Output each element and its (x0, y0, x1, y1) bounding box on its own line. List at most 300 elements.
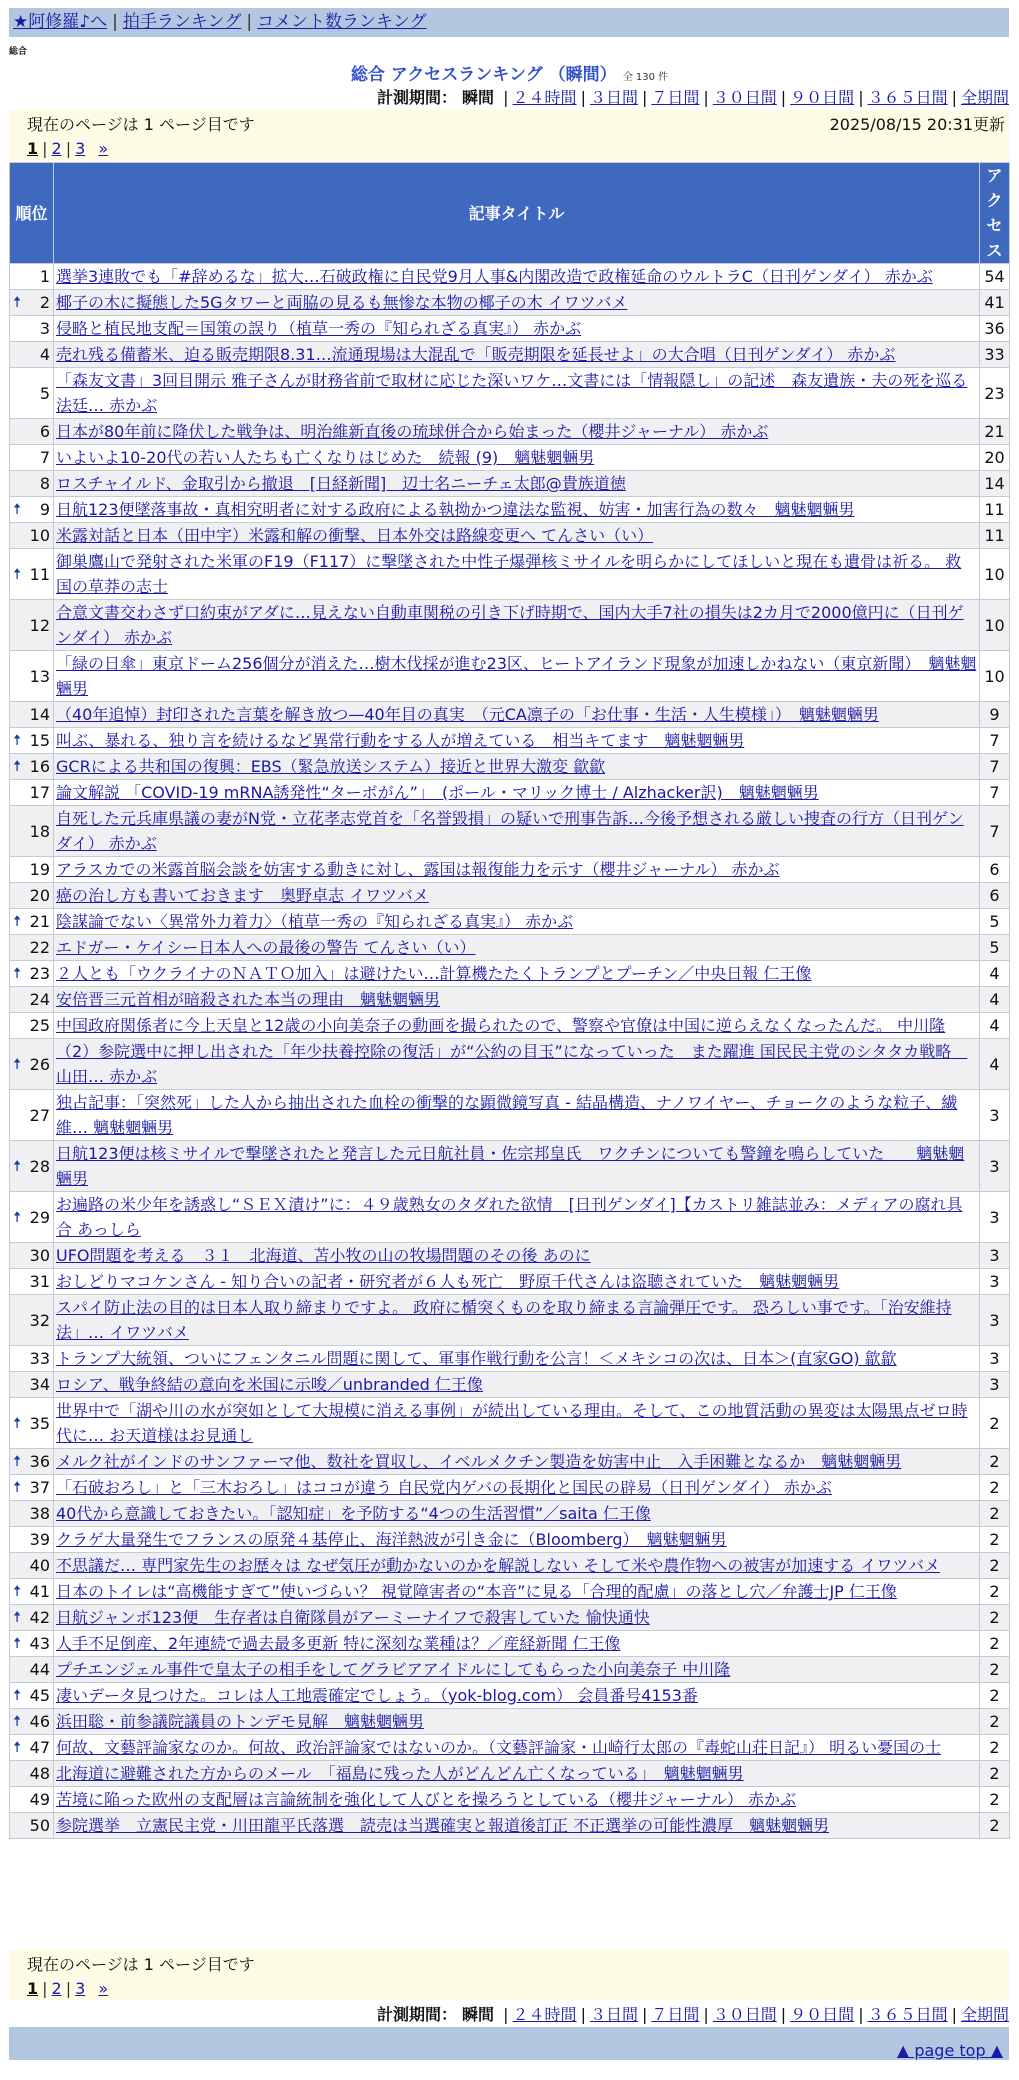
pager-separator (89, 139, 94, 158)
access-count: 14 (980, 471, 1010, 497)
period-link[interactable]: ３日間 (589, 88, 638, 107)
page-title (0, 60, 1019, 85)
rank-number: 14 (29, 705, 50, 724)
period-link[interactable]: ３６５日間 (867, 88, 948, 107)
article-link[interactable]: 苦境に陥った欧州の支配層は言論統制を強化して人びとを操ろうとしている（櫻井ジャーナル） 赤かぶ (56, 1790, 796, 1809)
rank-cell (10, 1013, 54, 1039)
article-link[interactable]: メルク社がインドのサンファーマ他、数社を買収し、イベルメクチン製造を妨害中止 入手困難となるか 魑魅魍魎男 (56, 1452, 902, 1471)
access-count: 10 (980, 600, 1010, 651)
rank-up-arrow-icon: 🠅 (13, 757, 22, 775)
table-row (10, 1709, 1010, 1735)
table-row (10, 1475, 1010, 1501)
article-link[interactable]: 自死した元兵庫県議の妻がN党・立花孝志党首を「名誉毀損」の疑いで刑事告訴…今後予想される厳しい捜査の行方（日刊ゲンダイ） 赤かぶ (56, 809, 964, 853)
rank-number: 38 (29, 1504, 50, 1523)
title-cell (54, 651, 980, 702)
period-link[interactable]: ７日間 (651, 88, 700, 107)
period-link[interactable]: ７日間 (651, 2005, 700, 2024)
ranking-table (9, 162, 1010, 1839)
rank-cell (10, 445, 54, 471)
article-link[interactable]: 浜田聡・前参議院議員のトンデモ見解 魑魅魍魎男 (56, 1712, 425, 1731)
top-nav (9, 8, 1009, 37)
period-label: 計測期間： (376, 88, 457, 107)
title-cell (54, 1090, 980, 1141)
period-link[interactable]: ９０日間 (790, 88, 855, 107)
title-cell (54, 1269, 980, 1295)
rank-number: 1 (39, 267, 50, 286)
pager-page-link[interactable]: 3 (75, 1979, 86, 1998)
title-cell (54, 1295, 980, 1346)
access-count: 3 (980, 1372, 1010, 1398)
access-count: 21 (980, 419, 1010, 445)
rank-cell (10, 1553, 54, 1579)
title-cell (54, 1709, 980, 1735)
access-column-header: アクセス (980, 163, 1010, 264)
rank-cell (10, 1709, 54, 1735)
title-cell (54, 445, 980, 471)
rank-cell (10, 1295, 54, 1346)
access-count: 2 (980, 1683, 1010, 1709)
rank-number: 16 (29, 757, 50, 776)
article-link[interactable]: 凄いデータ見つけた。コレは人工地震確定でしょう。（yok-blog.com） 会員番号4153番 (56, 1686, 698, 1705)
title-cell (54, 961, 980, 987)
title-cell (54, 1787, 980, 1813)
rank-number: 41 (29, 1582, 50, 1601)
article-link[interactable]: 陰謀論でない〈異常外力着力〉（植草一秀の『知られざる真実』） 赤かぶ (56, 912, 574, 931)
access-count: 2 (980, 1527, 1010, 1553)
rank-cell (10, 1683, 54, 1709)
access-count: 41 (980, 290, 1010, 316)
access-count: 2 (980, 1605, 1010, 1631)
table-row (10, 806, 1010, 857)
title-cell (54, 1243, 980, 1269)
article-link[interactable]: （2）参院選中に押し出された「年少扶養控除の復活」が“公約の目玉”になっていった また躍進 国民民主党のシタタカ戦略 山田… 赤かぶ (56, 1042, 968, 1086)
title-cell (54, 1813, 980, 1839)
period-separator: | (858, 2005, 864, 2024)
period-link[interactable]: ２４時間 (512, 88, 577, 107)
access-count: 2 (980, 1398, 1010, 1449)
table-row (10, 728, 1010, 754)
ranking-body (10, 264, 1010, 1839)
title-column-header: 記事タイトル (54, 163, 980, 264)
rank-cell (10, 497, 54, 523)
rank-cell (10, 702, 54, 728)
rank-up-arrow-icon: 🠅 (13, 500, 22, 518)
title-cell (54, 1449, 980, 1475)
rank-number: 4 (39, 345, 50, 364)
rank-cell (10, 1243, 54, 1269)
current-page-text: 現在のページは 1 ページ目です (27, 115, 255, 134)
period-link[interactable]: ９０日間 (790, 2005, 855, 2024)
rank-up-arrow-icon: 🠅 (13, 1738, 22, 1756)
rank-number: 21 (29, 912, 50, 931)
article-link[interactable]: 参院選挙 立憲民主党・川田龍平氏落選 読売は当選確実と報道後訂正 不正選挙の可能性濃厚 魑魅魍魎男 (56, 1816, 830, 1835)
period-separator: | (703, 2005, 709, 2024)
page-info-top (9, 110, 1009, 162)
table-row (10, 651, 1010, 702)
period-separator: | (780, 2005, 787, 2024)
rank-cell (10, 935, 54, 961)
access-count: 11 (980, 497, 1010, 523)
rank-number: 35 (29, 1413, 50, 1433)
pager-separator (89, 1979, 94, 1998)
rank-number: 19 (29, 860, 50, 879)
rank-cell (10, 1787, 54, 1813)
rank-cell (10, 1657, 54, 1683)
access-count: 7 (980, 806, 1010, 857)
access-count: 20 (980, 445, 1010, 471)
access-count: 5 (980, 935, 1010, 961)
rank-number: 28 (29, 1156, 50, 1176)
access-count: 3 (980, 1243, 1010, 1269)
rank-cell (10, 290, 54, 316)
table-row (10, 935, 1010, 961)
access-count: 10 (980, 549, 1010, 600)
period-link[interactable]: ２４時間 (512, 2005, 577, 2024)
title-cell (54, 1631, 980, 1657)
table-row (10, 419, 1010, 445)
rank-cell (10, 1449, 54, 1475)
table-row (10, 780, 1010, 806)
article-link[interactable]: 日本のトイレは“高機能すぎて”使いづらい？ 視覚障害者の“本音”に見る「合理的配慮」の落とし穴／弁護士JP 仁王像 (56, 1582, 897, 1601)
article-link[interactable]: 米露対話と日本（田中宇）米露和解の衝撃、日本外交は路線変更へ てんさい（い） (56, 526, 654, 545)
article-link[interactable]: ロスチャイルド、金取引から撤退 [日経新聞] 辺士名ニーチェ太郎@貴族道徳 (56, 474, 626, 493)
period-links (499, 2005, 1009, 2024)
period-link[interactable]: ３０日間 (712, 88, 777, 107)
table-row (10, 549, 1010, 600)
title-cell (54, 497, 980, 523)
period-separator: | (951, 2005, 957, 2024)
article-link[interactable]: 選挙3連敗でも「#辞めるな」拡大…石破政権に自民党9月人事&内閣改造で政権延命のウルトラC（日刊ゲンダイ） 赤かぶ (56, 267, 933, 286)
article-link[interactable]: 椰子の木に擬態した5Gタワーと両脇の見るも無惨な本物の椰子の木 イワツバメ (56, 293, 628, 312)
table-row (10, 883, 1010, 909)
title-cell (54, 883, 980, 909)
table-row (10, 523, 1010, 549)
rank-cell (10, 264, 54, 290)
rank-number: 37 (29, 1478, 50, 1497)
article-link[interactable]: 「森友文書」3回目開示 雅子さんが財務省前で取材に応じた深いワケ…文書には「情報隠し」の記述 森友遺族・夫の死を巡る法廷… 赤かぶ (56, 371, 968, 415)
rank-up-arrow-icon: 🠅 (13, 1054, 22, 1073)
access-count: 3 (980, 1090, 1010, 1141)
period-link[interactable]: ３日間 (589, 2005, 638, 2024)
applause-ranking-link[interactable]: 拍手ランキング (122, 12, 242, 32)
rank-number: 24 (29, 990, 50, 1009)
table-row (10, 1013, 1010, 1039)
access-count: 2 (980, 1709, 1010, 1735)
title-cell (54, 1039, 980, 1090)
article-link[interactable]: 侵略と植民地支配＝国策の誤り（植草一秀の『知られざる真実』） 赤かぶ (56, 319, 582, 338)
access-count: 5 (980, 909, 1010, 935)
title-cell (54, 549, 980, 600)
period-link[interactable]: ３０日間 (712, 2005, 777, 2024)
article-link[interactable]: 論文解説 「COVID-19 mRNA誘発性“ターボがん”」 (ポール・マリック博士 / Alzhacker訳) 魑魅魍魎男 (56, 783, 819, 802)
table-row (10, 754, 1010, 780)
table-row (10, 961, 1010, 987)
rank-number: 5 (39, 383, 50, 403)
period-current: 瞬間 (462, 88, 495, 107)
article-link[interactable]: 売れ残る備蓄米、迫る販売期限8.31…流通現場は大混乱で「販売期限を延長せよ」の大合唱（日刊ゲンダイ） 赤かぶ (56, 345, 896, 364)
article-link[interactable]: 不思議だ… 専門家先生のお歴々は なぜ気圧が動かないのかを解説しない そして米や農作物への被害が加速する イワツバメ (56, 1556, 941, 1575)
article-link[interactable]: （40年追悼）封印された言葉を解き放つ—40年目の真実 （元CA凛子の「お仕事・生活・人生模様」） 魑魅魍魎男 (56, 705, 879, 724)
rank-number: 25 (29, 1016, 50, 1035)
rank-number: 3 (39, 319, 50, 338)
title-cell (54, 754, 980, 780)
title-cell (54, 1553, 980, 1579)
article-link[interactable]: 日航ジャンボ123便 生存者は自衛隊員がアーミーナイフで殺害していた 愉快通快 (56, 1608, 650, 1627)
rank-number: 8 (39, 474, 50, 493)
rank-number: 34 (29, 1375, 50, 1394)
access-count: 2 (980, 1449, 1010, 1475)
table-row (10, 1141, 1010, 1192)
rank-up-arrow-icon: 🠅 (13, 912, 22, 930)
period-link[interactable]: ３６５日間 (867, 2005, 948, 2024)
title-cell (54, 419, 980, 445)
article-link[interactable]: おしどりマコケンさん - 知り合いの記者・研究者が６人も死亡 野原千代さんは盗聴されていた 魑魅魍魎男 (56, 1272, 840, 1291)
period-link[interactable]: 全期間 (960, 2005, 1009, 2024)
article-link[interactable]: 何故、文藝評論家なのか。何故、政治評論家ではないのか。（文藝評論家・山崎行太郎の『毒蛇山荘日記』） 明るい憂国の士 (56, 1738, 942, 1757)
article-link[interactable]: プチエンジェル事件で皇太子の相手をしてグラビアアイドルにしてもらった小向美奈子 中川隆 (56, 1660, 731, 1679)
rank-number: 12 (29, 615, 50, 635)
rank-number: 49 (29, 1790, 50, 1809)
rank-number: 44 (29, 1660, 50, 1679)
category-tag: 総合 (9, 47, 28, 57)
rank-number: 30 (29, 1246, 50, 1265)
pager-separator: | (42, 1979, 48, 1998)
pager-current-page: 1 (27, 1979, 39, 1998)
rank-number: 10 (29, 526, 50, 545)
article-link[interactable]: 北海道に避難された方からのメール 「福島に残った人がどんどん亡くなっている」 魑魅魍魎男 (56, 1764, 744, 1783)
table-row (10, 1761, 1010, 1787)
table-row (10, 497, 1010, 523)
access-count: 33 (980, 342, 1010, 368)
access-count: 2 (980, 1761, 1010, 1787)
rank-cell (10, 316, 54, 342)
article-link[interactable]: 日航123便は核ミサイルで撃墜されたと発言した元日航社員・佐宗邦皇氏 ワクチンについても警鐘を鳴らしていた 魑魅魍魎男 (56, 1144, 965, 1188)
access-count: 4 (980, 987, 1010, 1013)
rank-column-header: 順位 (10, 163, 54, 264)
article-link[interactable]: 叫ぶ、暴れる、独り言を続けるなど異常行動をする人が増えている 相当キてます 魑魅魍魎男 (56, 731, 745, 750)
table-row (10, 1683, 1010, 1709)
pager-next-link[interactable]: » (98, 139, 109, 158)
title-cell (54, 1192, 980, 1243)
ranking-title: 総合 アクセスランキング （瞬間） (350, 65, 617, 85)
rank-cell (10, 1761, 54, 1787)
pager-page-link[interactable]: 2 (51, 139, 62, 158)
article-link[interactable]: いよいよ10-20代の若い人たちも亡くなりはじめた 続報 (9) 魑魅魍魎男 (56, 448, 595, 467)
access-count: 2 (980, 1735, 1010, 1761)
article-link[interactable]: 独占記事：「突然死」した人から抽出された血栓の衝撃的な顕微鏡写真 - 結晶構造、ナノワイヤー、チョークのような粒子、繊維… 魑魅魍魎男 (56, 1093, 958, 1137)
title-cell (54, 1657, 980, 1683)
table-row (10, 1553, 1010, 1579)
rank-number: 27 (29, 1105, 50, 1125)
access-count: 2 (980, 1787, 1010, 1813)
article-link[interactable]: エドガー・ケイシー日本人への最後の警告 てんさい（い） (56, 938, 476, 957)
article-link[interactable]: 中国政府関係者に今上天皇と12歳の小向美奈子の動画を撮られたので、警察や官僚は中国に逆らえなくなったんだ。 中川隆 (56, 1016, 946, 1035)
access-count: 7 (980, 754, 1010, 780)
rank-cell (10, 961, 54, 987)
table-row (10, 1243, 1010, 1269)
table-row (10, 1787, 1010, 1813)
rank-number: 43 (29, 1634, 50, 1653)
table-row (10, 264, 1010, 290)
rank-cell (10, 1527, 54, 1553)
rank-number: 48 (29, 1764, 50, 1783)
table-row (10, 342, 1010, 368)
rank-cell (10, 471, 54, 497)
pager-page-link[interactable]: 2 (51, 1979, 62, 1998)
rank-cell (10, 728, 54, 754)
article-link[interactable]: クラゲ大量発生でフランスの原発４基停止、海洋熱波が引き金に（Bloomberg） 魑魅魍魎男 (56, 1530, 727, 1549)
period-separator: | (503, 88, 509, 107)
rank-number: 11 (29, 564, 50, 584)
table-row (10, 1579, 1010, 1605)
rank-number: 7 (39, 448, 50, 467)
title-cell (54, 1501, 980, 1527)
rank-number: 45 (29, 1686, 50, 1705)
title-cell (54, 1475, 980, 1501)
rank-number: 31 (29, 1272, 50, 1291)
rank-number: 29 (29, 1207, 50, 1227)
title-cell (54, 780, 980, 806)
article-link[interactable]: 人手不足倒産、2年連続で過去最多更新 特に深刻な業種は？／産経新聞 仁王像 (56, 1634, 621, 1653)
article-link[interactable]: スパイ防止法の目的は日本人取り締まりですよ。 政府に楯突くものを取り締まる言論弾圧です。 恐ろしい事です。「治安維持法」… イワツバメ (56, 1298, 952, 1342)
access-count: 2 (980, 1501, 1010, 1527)
rank-up-arrow-icon: 🠅 (13, 564, 22, 583)
title-cell (54, 702, 980, 728)
rank-number: 17 (29, 783, 50, 802)
rank-up-arrow-icon: 🠅 (13, 1686, 22, 1704)
title-cell (54, 935, 980, 961)
home-link[interactable]: ★阿修羅♪へ (13, 12, 108, 32)
title-cell (54, 1761, 980, 1787)
rank-number: 23 (29, 964, 50, 983)
article-link[interactable]: お遍路の米少年を誘惑し“ＳＥＸ漬け”に：４９歳熟女のタダれた欲情 [日刊ゲンダイ]【カストリ雑誌並み：メディアの腐れ具合 あっしら (56, 1195, 963, 1239)
rank-up-arrow-icon: 🠅 (13, 1608, 22, 1626)
rank-cell (10, 987, 54, 1013)
rank-cell (10, 1269, 54, 1295)
article-link[interactable]: 癌の治し方も書いておきます 奥野卓志 イワツバメ (56, 886, 429, 905)
rank-up-arrow-icon: 🠅 (13, 1634, 22, 1652)
access-count: 2 (980, 1579, 1010, 1605)
pager-top (27, 139, 1009, 158)
rank-number: 47 (29, 1738, 50, 1757)
rank-number: 22 (29, 938, 50, 957)
article-link[interactable]: トランプ大統領、ついにフェンタニル問題に関して、軍事作戦行動を公言！＜メキシコの次は、日本＞(直家GO) 歙歙 (56, 1349, 897, 1368)
table-row (10, 368, 1010, 419)
article-link[interactable]: 安倍晋三元首相が暗殺された本当の理由 魑魅魍魎男 (56, 990, 441, 1009)
access-count: 4 (980, 1013, 1010, 1039)
table-row (10, 1090, 1010, 1141)
rank-cell (10, 857, 54, 883)
rank-cell (10, 600, 54, 651)
article-link[interactable]: 「石破おろし」と「三木おろし」はココが違う 自民党内ゲバの長期化と国民の辟易（日刊ゲンダイ） 赤かぶ (56, 1478, 832, 1497)
period-separator: | (580, 2005, 586, 2024)
nav-separator: | (246, 12, 253, 32)
article-link[interactable]: ロシア、戦争終結の意向を米国に示唆／unbranded 仁王像 (56, 1375, 483, 1394)
title-cell (54, 1735, 980, 1761)
rank-cell (10, 909, 54, 935)
table-row (10, 1527, 1010, 1553)
article-link[interactable]: 40代から意識しておきたい。「認知症」を予防する“4つの生活習慣”／saita 仁王像 (56, 1504, 651, 1523)
access-count: 3 (980, 1269, 1010, 1295)
table-row (10, 1398, 1010, 1449)
article-link[interactable]: アラスカでの米露首脳会談を妨害する動きに対し、露国は報復能力を示す（櫻井ジャーナル） 赤かぶ (56, 860, 780, 879)
table-row (10, 290, 1010, 316)
article-link[interactable]: ２人とも「ウクライナのＮＡＴＯ加入」は避けたい…計算機たたくトランプとプーチン／中央日報 仁王像 (56, 964, 812, 983)
rank-up-arrow-icon: 🠅 (13, 1478, 22, 1496)
rank-number: 6 (39, 422, 50, 441)
article-link[interactable]: 世界中で「湖や川の水が突如として大規模に消える事例」が続出している理由。そして、この地質活動の異変は太陽黒点ゼロ時代に… お天道様はお見通し (56, 1401, 968, 1445)
article-link[interactable]: 日本が80年前に降伏した戦争は、明治維新直後の琉球併合から始まった（櫻井ジャーナル） 赤かぶ (56, 422, 769, 441)
article-link[interactable]: UFO問題を考える ３１ 北海道、苫小牧の山の牧場問題のその後 あのに (56, 1246, 591, 1265)
article-link[interactable]: GCRによる共和国の復興：EBS（緊急放送システム）接近と世界大激変 歙歙 (56, 757, 606, 776)
access-count: 6 (980, 857, 1010, 883)
pager-bottom (27, 1979, 1009, 1998)
table-row (10, 1372, 1010, 1398)
comment-ranking-link[interactable]: コメント数ランキング (257, 12, 427, 32)
rank-number: 2 (39, 293, 50, 312)
period-separator: | (580, 88, 586, 107)
rank-number: 26 (29, 1054, 50, 1074)
rank-cell (10, 651, 54, 702)
page-top-link[interactable]: ▲ page top ▲ (896, 2041, 1003, 2060)
rank-number: 13 (29, 666, 50, 686)
title-cell (54, 909, 980, 935)
title-cell (54, 987, 980, 1013)
article-link[interactable]: 日航123便墜落事故・真相究明者に対する政府による執拗かつ違法な監視、妨害・加害行為の数々 魑魅魍魎男 (56, 500, 855, 519)
title-cell (54, 600, 980, 651)
access-count: 23 (980, 368, 1010, 419)
rank-cell (10, 549, 54, 600)
period-separator: | (858, 88, 864, 107)
rank-cell (10, 419, 54, 445)
pager-next-link[interactable]: » (98, 1979, 109, 1998)
access-count: 2 (980, 1553, 1010, 1579)
period-current: 瞬間 (462, 2005, 495, 2024)
title-cell (54, 1346, 980, 1372)
article-link[interactable]: 「緑の日傘」東京ドーム256個分が消えた…樹木伐採が進む23区、ヒートアイランド現象が加速しかねない（東京新聞） 魑魅魍魎男 (56, 654, 977, 698)
rank-cell (10, 806, 54, 857)
access-count: 3 (980, 1295, 1010, 1346)
title-cell (54, 264, 980, 290)
table-row (10, 445, 1010, 471)
title-cell (54, 857, 980, 883)
table-row (10, 1631, 1010, 1657)
rank-up-arrow-icon: 🠅 (13, 1207, 22, 1226)
title-cell (54, 523, 980, 549)
table-row (10, 600, 1010, 651)
rank-number: 20 (29, 886, 50, 905)
rank-cell (10, 1579, 54, 1605)
access-count: 54 (980, 264, 1010, 290)
pager-separator: | (65, 1979, 72, 1998)
table-row (10, 1735, 1010, 1761)
pager-separator: | (42, 139, 48, 158)
access-count: 2 (980, 1631, 1010, 1657)
rank-number: 9 (39, 500, 50, 519)
period-label: 計測期間： (376, 2005, 457, 2024)
rank-cell (10, 1501, 54, 1527)
period-separator: | (503, 2005, 509, 2024)
period-link[interactable]: 全期間 (960, 88, 1009, 107)
pager-separator: | (65, 139, 72, 158)
article-link[interactable]: 御巣鷹山で発射された米軍のF19（F117）に撃墜された中性子爆弾核ミサイルを明らかにしてほしいと現在も遺骨は祈る。 救国の草莽の志士 (56, 552, 962, 596)
title-cell (54, 1372, 980, 1398)
pager-page-link[interactable]: 3 (75, 139, 86, 158)
article-link[interactable]: 合意文書交わさず口約束がアダに…見えない自動車関税の引き下げ時期で、国内大手7社の損失は2カ月で2000億円に（日刊ゲンダイ） 赤かぶ (56, 603, 964, 647)
rank-number: 42 (29, 1608, 50, 1627)
table-row (10, 1269, 1010, 1295)
title-cell (54, 342, 980, 368)
